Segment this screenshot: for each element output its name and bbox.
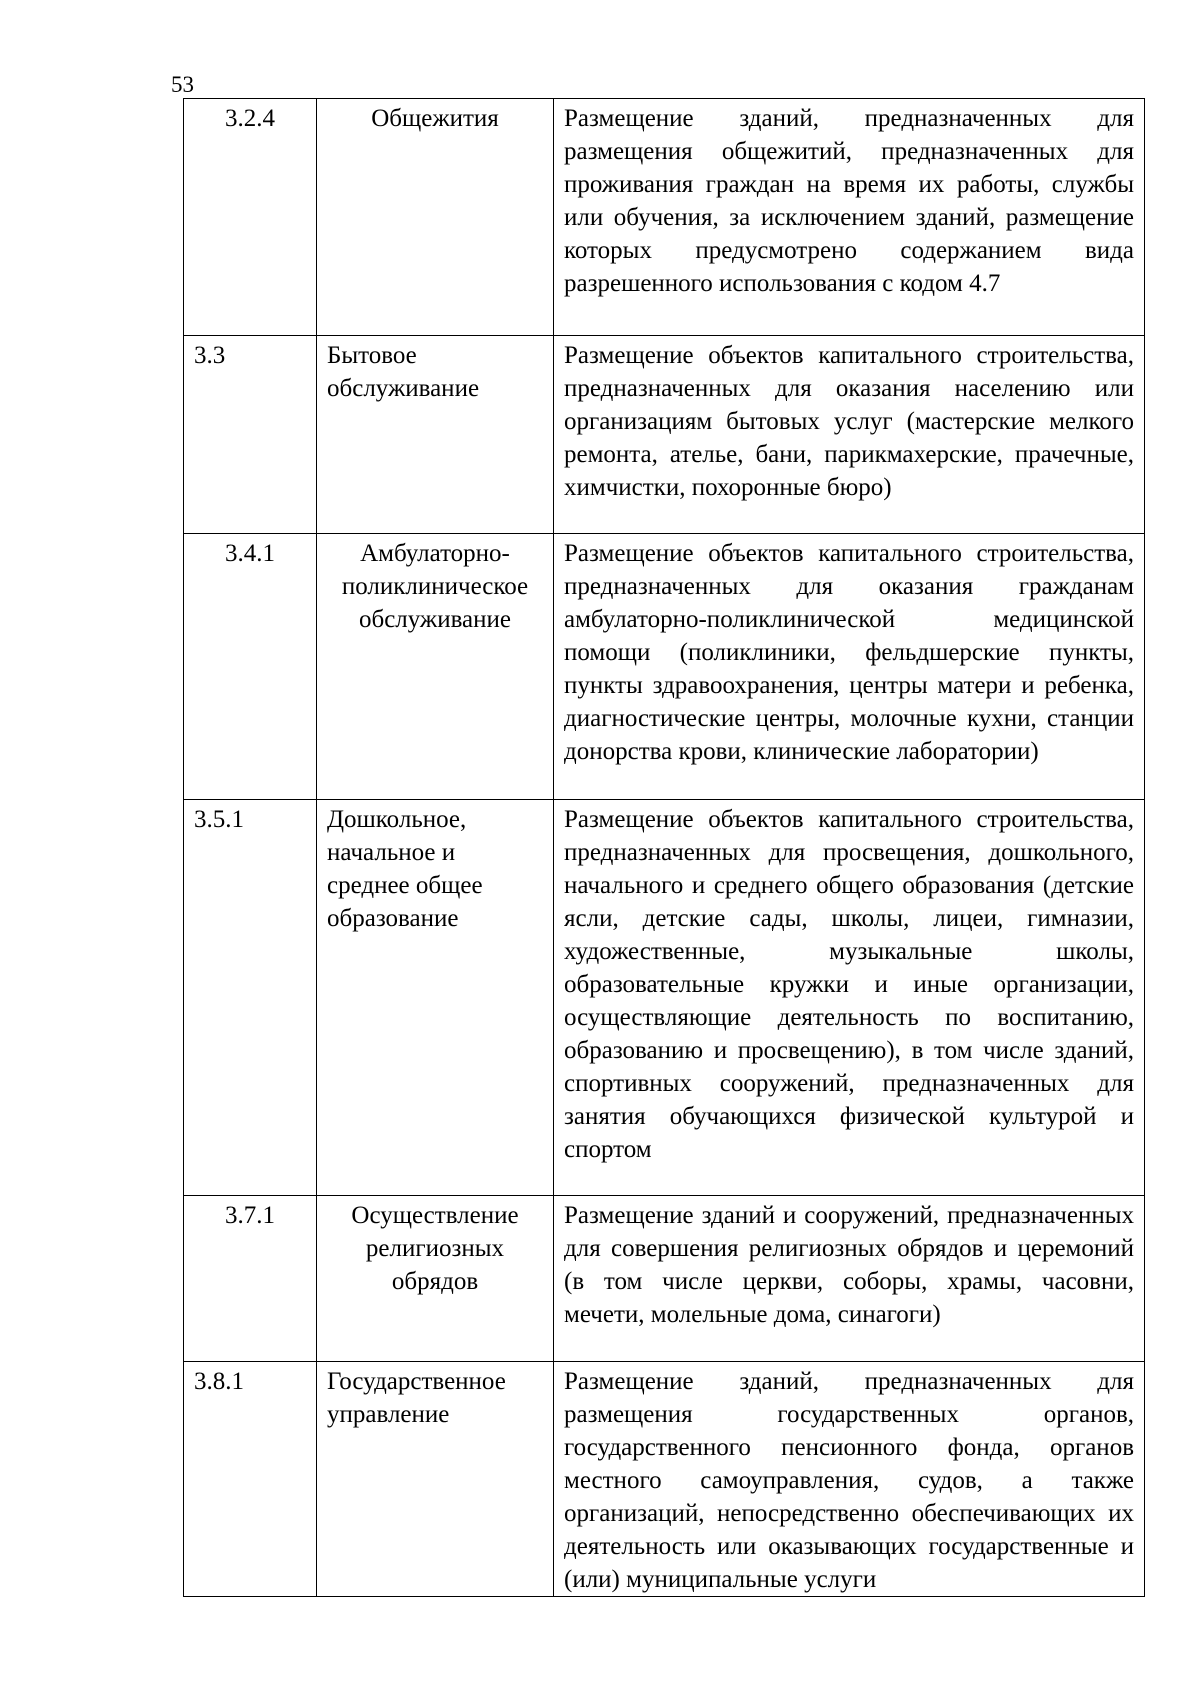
description-cell: Размещение объектов капитального строительства, предназначенных для оказания населению или организациям бытовых услуг (мастерские мелкого ремонта, ателье, бани, парикмахерские, прачечные, химчистки, похоронные бюро) [554,336,1145,534]
table-row [184,99,1145,336]
description-cell: Размещение зданий, предназначенных для размещения общежитий, предназначенных для проживания граждан на время их работы, службы или обучения, за исключением зданий, размещение которых предусмотрено содержанием вида разрешенного использования с кодом 4.7 [554,99,1145,336]
code-cell: 3.5.1 [184,800,317,1196]
page-number: 53 [171,72,194,97]
table-row [184,1362,1145,1597]
name-cell: Государственное управление [317,1362,554,1597]
code-cell: 3.4.1 [184,534,317,800]
name-cell: Общежития [317,99,554,336]
name-cell: Бытовое обслуживание [317,336,554,534]
name-cell: Дошкольное, начальное и среднее общее образование [317,800,554,1196]
description-cell: Размещение зданий и сооружений, предназначенных для совершения религиозных обрядов и церемоний (в том числе церкви, соборы, храмы, часовни, мечети, молельные дома, синагоги) [554,1196,1145,1362]
code-cell: 3.3 [184,336,317,534]
name-cell: Амбулаторно-поликлиническое обслуживание [317,534,554,800]
table-row [184,336,1145,534]
table-row [184,800,1145,1196]
name-cell: Осуществление религиозных обрядов [317,1196,554,1362]
description-cell: Размещение объектов капитального строительства, предназначенных для просвещения, дошкольного, начального и среднего общего образования (детские ясли, детские сады, школы, лицеи, гимназии, художественные, музыкальные школы, образовательные кружки и иные организации, осуществляющие деятельность по воспитанию, образованию и просвещению), в том числе зданий, спортивных сооружений, предназначенных для занятия обучающихся физической культурой и спортом [554,800,1145,1196]
land-use-table [183,98,1145,1597]
code-cell: 3.2.4 [184,99,317,336]
code-cell: 3.7.1 [184,1196,317,1362]
table-row [184,534,1145,800]
description-cell: Размещение объектов капитального строительства, предназначенных для оказания гражданам амбулаторно-поликлинической медицинской помощи (поликлиники, фельдшерские пункты, пункты здравоохранения, центры матери и ребенка, диагностические центры, молочные кухни, станции донорства крови, клинические лаборатории) [554,534,1145,800]
code-cell: 3.8.1 [184,1362,317,1597]
description-cell: Размещение зданий, предназначенных для размещения государственных органов, государственного пенсионного фонда, органов местного самоуправления, судов, а также организаций, непосредственно обеспечивающих их деятельность или оказывающих государственные и (или) муниципальные услуги [554,1362,1145,1597]
table-row [184,1196,1145,1362]
